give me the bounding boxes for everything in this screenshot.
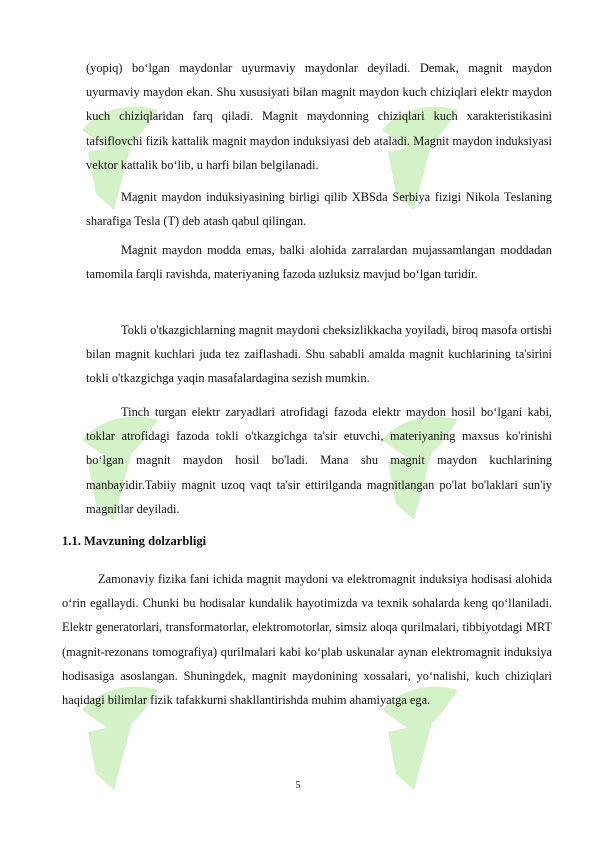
- section-heading: 1.1. Mavzuning dolzarbligi: [62, 534, 207, 548]
- body-paragraph: Tokli o'tkazgichlarning magnit maydoni cheksizlikkacha yoyiladi, biroq masofa ortishi bilan magnit kuchlari juda tez zaiflashadi. Shu sababli amalda magnit kuchlarining ta'sirini tokli o'tkazgichga yaqin masafalardagina sezish mumkin.: [86, 323, 552, 386]
- body-paragraph: Zamonaviy fizika fani ichida magnit maydoni va elektromagnit induksiya hodisasi alohida o‘rin egallaydi. Chunki bu hodisalar kundalik hayotimizda va texnik sohalarda keng qo‘llaniladi. Elektr generatorlari, transformatorlar, elektromotorlar, simsiz aloqa qurilmalari, tibbiyotdagi MRT (magnit-rezonans tomografiya) qurilmalari kabi ko‘plab uskunalar aynan elektromagnit induksiya hodisasiga asoslangan. Shuningdek, magnit maydonining xossalari, yo‘nalishi, kuch chiziqlari haqidagi bilimlar fizik tafakkurni shakllantirishda muhim ahamiyatga ega.: [62, 572, 552, 708]
- body-paragraph: (yopiq) bo‘lgan maydonlar uyurmaviy maydonlar deyiladi. Demak, magnit maydon uyurmaviy maydon ekan. Shu xususiyati bilan magnit maydon kuch chiziqlari elektr maydon kuch chiziqlaridan farq qiladi. Magnit maydonning chiziqlari kuch xarakteristikasini tafsiflovchi fizik kattalik magnit maydon induksiyasi deb ataladi. Magnit maydon induksiyasi vektor kattalik bo‘lib, u harfi bilan belgilanadi.: [86, 61, 552, 172]
- body-paragraph: Magnit maydon modda emas, balki alohida zarralardan mujassamlangan moddadan tamomila farqli ravishda, materiyaning fazoda uzluksiz mavjud bo‘lgan turidir.: [86, 243, 552, 282]
- page-number: 5: [295, 780, 301, 791]
- body-paragraph: Magnit maydon induksiyasining birligi qilib XBSda Serbiya fizigi Nikola Teslaning sharafiga Tesla (T) deb atash qabul qilingan.: [86, 190, 552, 229]
- body-paragraph: Tinch turgan elektr zaryadlari atrofidagi fazoda elektr maydon hosil bo‘lgani kabi, toklar atrofidagi fazoda tokli o'tkazgichga ta'sir etuvchi, materiyaning maxsus ko'rinishi bo‘lgan magnit maydon hosil bo'ladi. Mana shu magnit maydon kuchlarining manbayidir.Tabiiy magnit uzoq vaqt ta'sir ettirilganda magnitlangan po'lat bo'laklari sun'iy magnitlar deyiladi.: [86, 405, 552, 516]
